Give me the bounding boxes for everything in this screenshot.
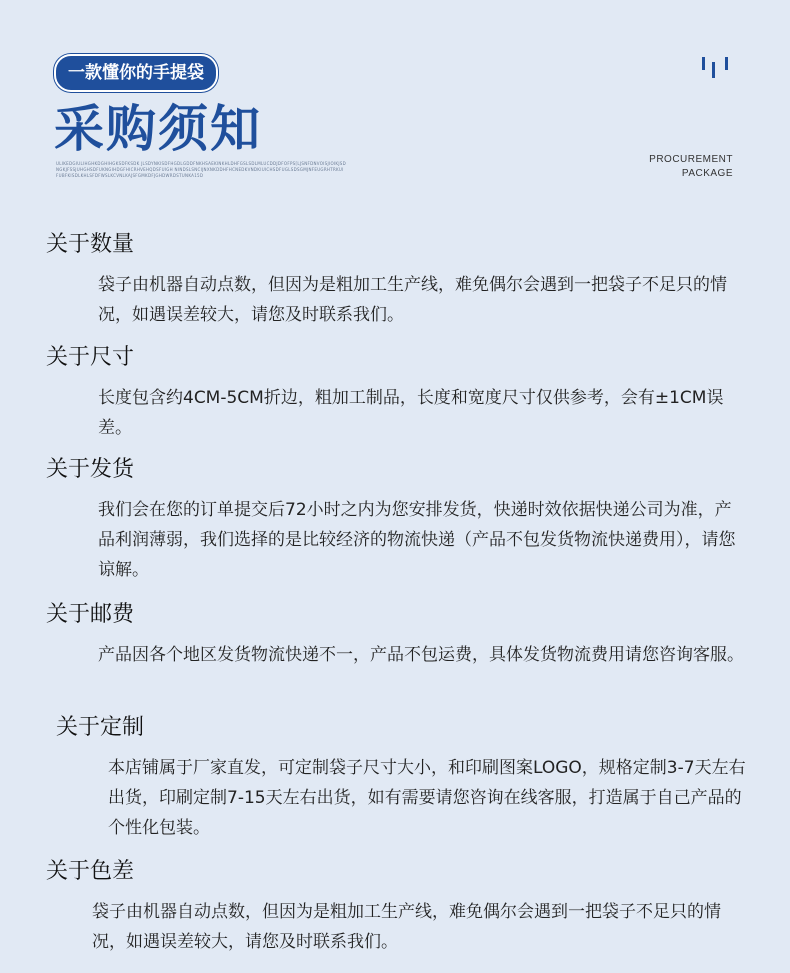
section-title: 关于发货 (46, 457, 135, 482)
english-line-1: PROCUREMENT (649, 154, 733, 165)
page-title: 采购须知 (54, 100, 262, 158)
decorative-tiny-text: ULIKEDGIULIHGHKDGHIHGKSDFKSDK JLSDYNKISDFHGDLGDDFNKHSAEKINKHLDHFGSLSDLMLUCDDJDFOFPS[LJSNFDNVOISJIOIKJSDNGKJFSSJUHGHSDFUKNGIHDGFHICRHVEHQDSFUIGH NINDSLSNCIJNXNKDDHFHCNEDKVNDKIUICHSDFUGLSDSGMJNFEUGRHTRKUIFUBFKISDLKHLSFDFWSLKCVNLKAJSFGMKDFJGHDWRDSTUNKA15D (56, 161, 347, 178)
section-size (46, 343, 746, 443)
section-body: 我们会在您的订单提交后72小时之内为您安排发货，快递时效依据快递公司为准，产品利润薄弱，我们选择的是比较经济的物流快递（产品不包发货物流快递费用），请您谅解。 (98, 500, 736, 580)
section-body: 本店铺属于厂家直发，可定制袋子尺寸大小，和印刷图案LOGO，规格定制3-7天左右出货，印刷定制7-15天左右出货，如有需要请您咨询在线客服，打造属于自己产品的个性化包装。 (108, 758, 746, 838)
section-title: 关于色差 (46, 859, 135, 884)
section-shipping (46, 455, 746, 585)
section-body: 袋子由机器自动点数，但因为是粗加工生产线，难免偶尔会遇到一把袋子不足只的情况，如遇误差较大，请您及时联系我们。 (98, 275, 727, 325)
section-title: 关于尺寸 (46, 345, 135, 370)
section-body: 袋子由机器自动点数，但因为是粗加工生产线，难免偶尔会遇到一把袋子不足只的情况，如遇误差较大，请您及时联系我们。 (92, 902, 721, 952)
section-title: 关于定制 (56, 715, 145, 740)
english-line-2: PACKAGE (681, 168, 733, 179)
section-body: 长度包含约4CM-5CM折边，粗加工制品，长度和宽度尺寸仅供参考，会有±1CM误差。 (98, 388, 724, 438)
section-title: 关于邮费 (46, 602, 135, 627)
section-body: 产品因各个地区发货物流快递不一，产品不包运费，具体发货物流费用请您咨询客服。 (98, 645, 744, 665)
section-custom (56, 713, 756, 843)
section-quantity (46, 230, 746, 330)
english-subtitle (649, 153, 733, 181)
section-postage (46, 600, 746, 670)
section-title: 关于数量 (46, 232, 135, 257)
section-color-difference (46, 857, 736, 957)
header-pill: 一款懂你的手提袋 (54, 54, 218, 92)
